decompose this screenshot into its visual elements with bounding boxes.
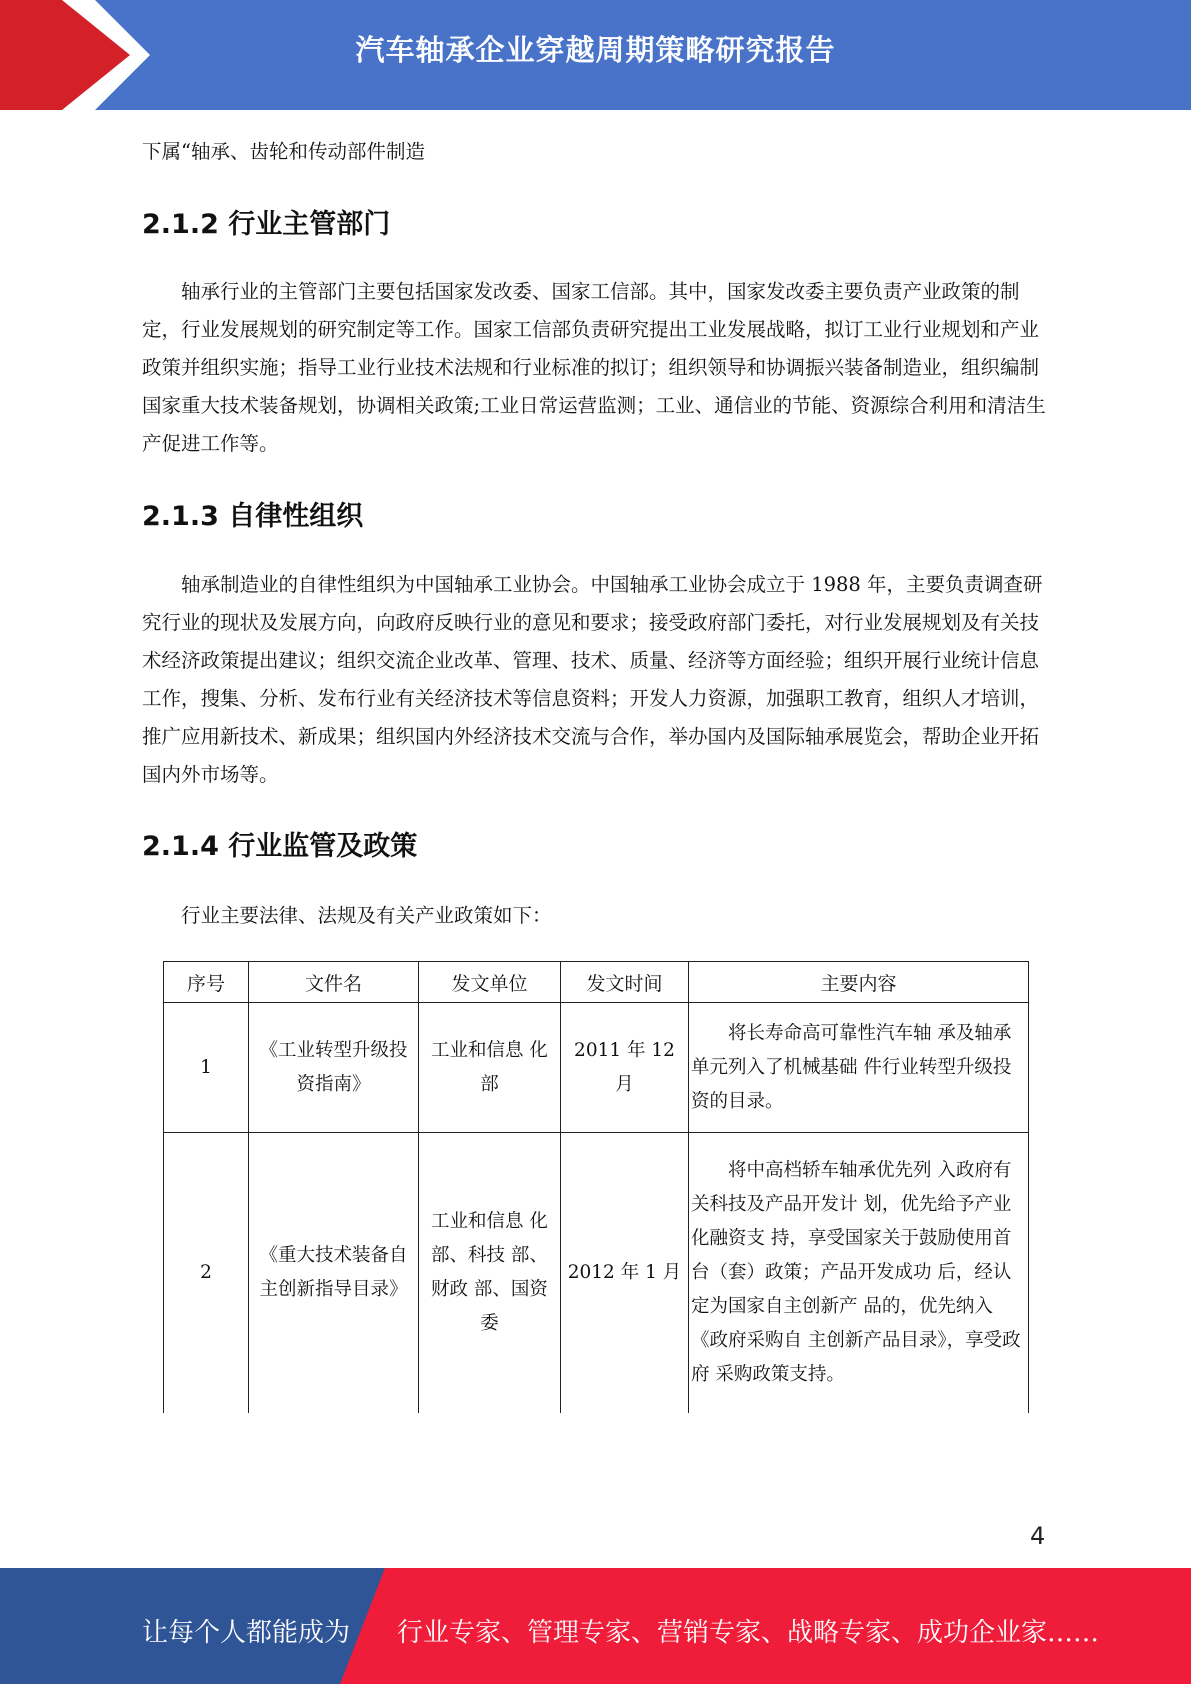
section-heading-2-1-4: 2.1.4 行业监管及政策 bbox=[142, 831, 418, 862]
cell-name: 《工业转型升级投资指南》 bbox=[249, 1003, 419, 1133]
col-header-date: 发文时间 bbox=[561, 962, 689, 1003]
table-header-row bbox=[164, 962, 1029, 1003]
section-body-2-1-2: 轴承行业的主管部门主要包括国家发改委、国家工信部。其中，国家发改委主要负责产业政策的制定，行业发展规划的研究制定等工作。国家工信部负责研究提出工业发展战略，拟订工业行业规划和产业政策并组织实施；指导工业行业技术法规和行业标准的拟订；组织领导和协调振兴装备制造业，组织编制国家重大技术装备规划，协调相关政策;工业日常运营监测；工业、通信业的节能、资源综合利用和清洁生产促进工作等。 bbox=[142, 280, 1046, 455]
col-header-content: 主要内容 bbox=[689, 962, 1029, 1003]
page-header bbox=[0, 0, 1191, 110]
page-number: 4 bbox=[1030, 1522, 1046, 1550]
cell-issuer: 工业和信息 化部、科技 部、财政 部、国资委 bbox=[419, 1133, 561, 1414]
cell-date: 2012 年 1 月 bbox=[561, 1133, 689, 1414]
col-header-issuer: 发文单位 bbox=[419, 962, 561, 1003]
table-row bbox=[164, 1003, 1029, 1133]
page-footer bbox=[0, 1568, 1191, 1684]
section-heading-2-1-3: 2.1.3 自律性组织 bbox=[142, 501, 364, 532]
cell-content: 将中高档轿车轴承优先列 入政府有关科技及产品开发计 划，优先给予产业化融资支 持，享受国家关于鼓励使用首 台（套）政策；产品开发成功 后，经认定为国家自主创新产 品的，优先纳入《政府采购自 主创新产品目录》，享受政府 采购政策支持。 bbox=[689, 1133, 1029, 1414]
section-body-2-1-4: 行业主要法律、法规及有关产业政策如下： bbox=[181, 904, 552, 927]
cell-name: 《重大技术装备自主创新指导目录》 bbox=[249, 1133, 419, 1414]
policy-table bbox=[163, 961, 1029, 1413]
footer-slogan-left: 让每个人都能成为 bbox=[142, 1618, 351, 1648]
cell-content: 将长寿命高可靠性汽车轴 承及轴承单元列入了机械基础 件行业转型升级投资的目录。 bbox=[689, 1003, 1029, 1133]
cell-issuer: 工业和信息 化部 bbox=[419, 1003, 561, 1133]
report-title: 汽车轴承企业穿越周期策略研究报告 bbox=[355, 33, 836, 67]
col-header-no: 序号 bbox=[164, 962, 249, 1003]
footer-slogan-right: 行业专家、管理专家、营销专家、战略专家、成功企业家…… bbox=[397, 1618, 1100, 1648]
col-header-name: 文件名 bbox=[249, 962, 419, 1003]
cell-no: 1 bbox=[164, 1003, 249, 1133]
table-row bbox=[164, 1133, 1029, 1414]
section-body-2-1-3: 轴承制造业的自律性组织为中国轴承工业协会。中国轴承工业协会成立于 1988 年，主要负责调查研究行业的现状及发展方向，向政府反映行业的意见和要求；接受政府部门委托，对行业发展规划及有关技术经济政策提出建议；组织交流企业改革、管理、技术、质量、经济等方面经验；组织开展行业统计信息工作，搜集、分析、发布行业有关经济技术等信息资料；开发人力资源，加强职工教育，组织人才培训，推广应用新技术、新成果；组织国内外经济技术交流与合作，举办国内及国际轴承展览会，帮助企业开拓国内外市场等。 bbox=[142, 573, 1043, 786]
intro-line: 下属“轴承、齿轮和传动部件制造 bbox=[142, 140, 425, 163]
section-heading-2-1-2: 2.1.2 行业主管部门 bbox=[142, 209, 391, 240]
cell-no: 2 bbox=[164, 1133, 249, 1414]
cell-date: 2011 年 12 月 bbox=[561, 1003, 689, 1133]
